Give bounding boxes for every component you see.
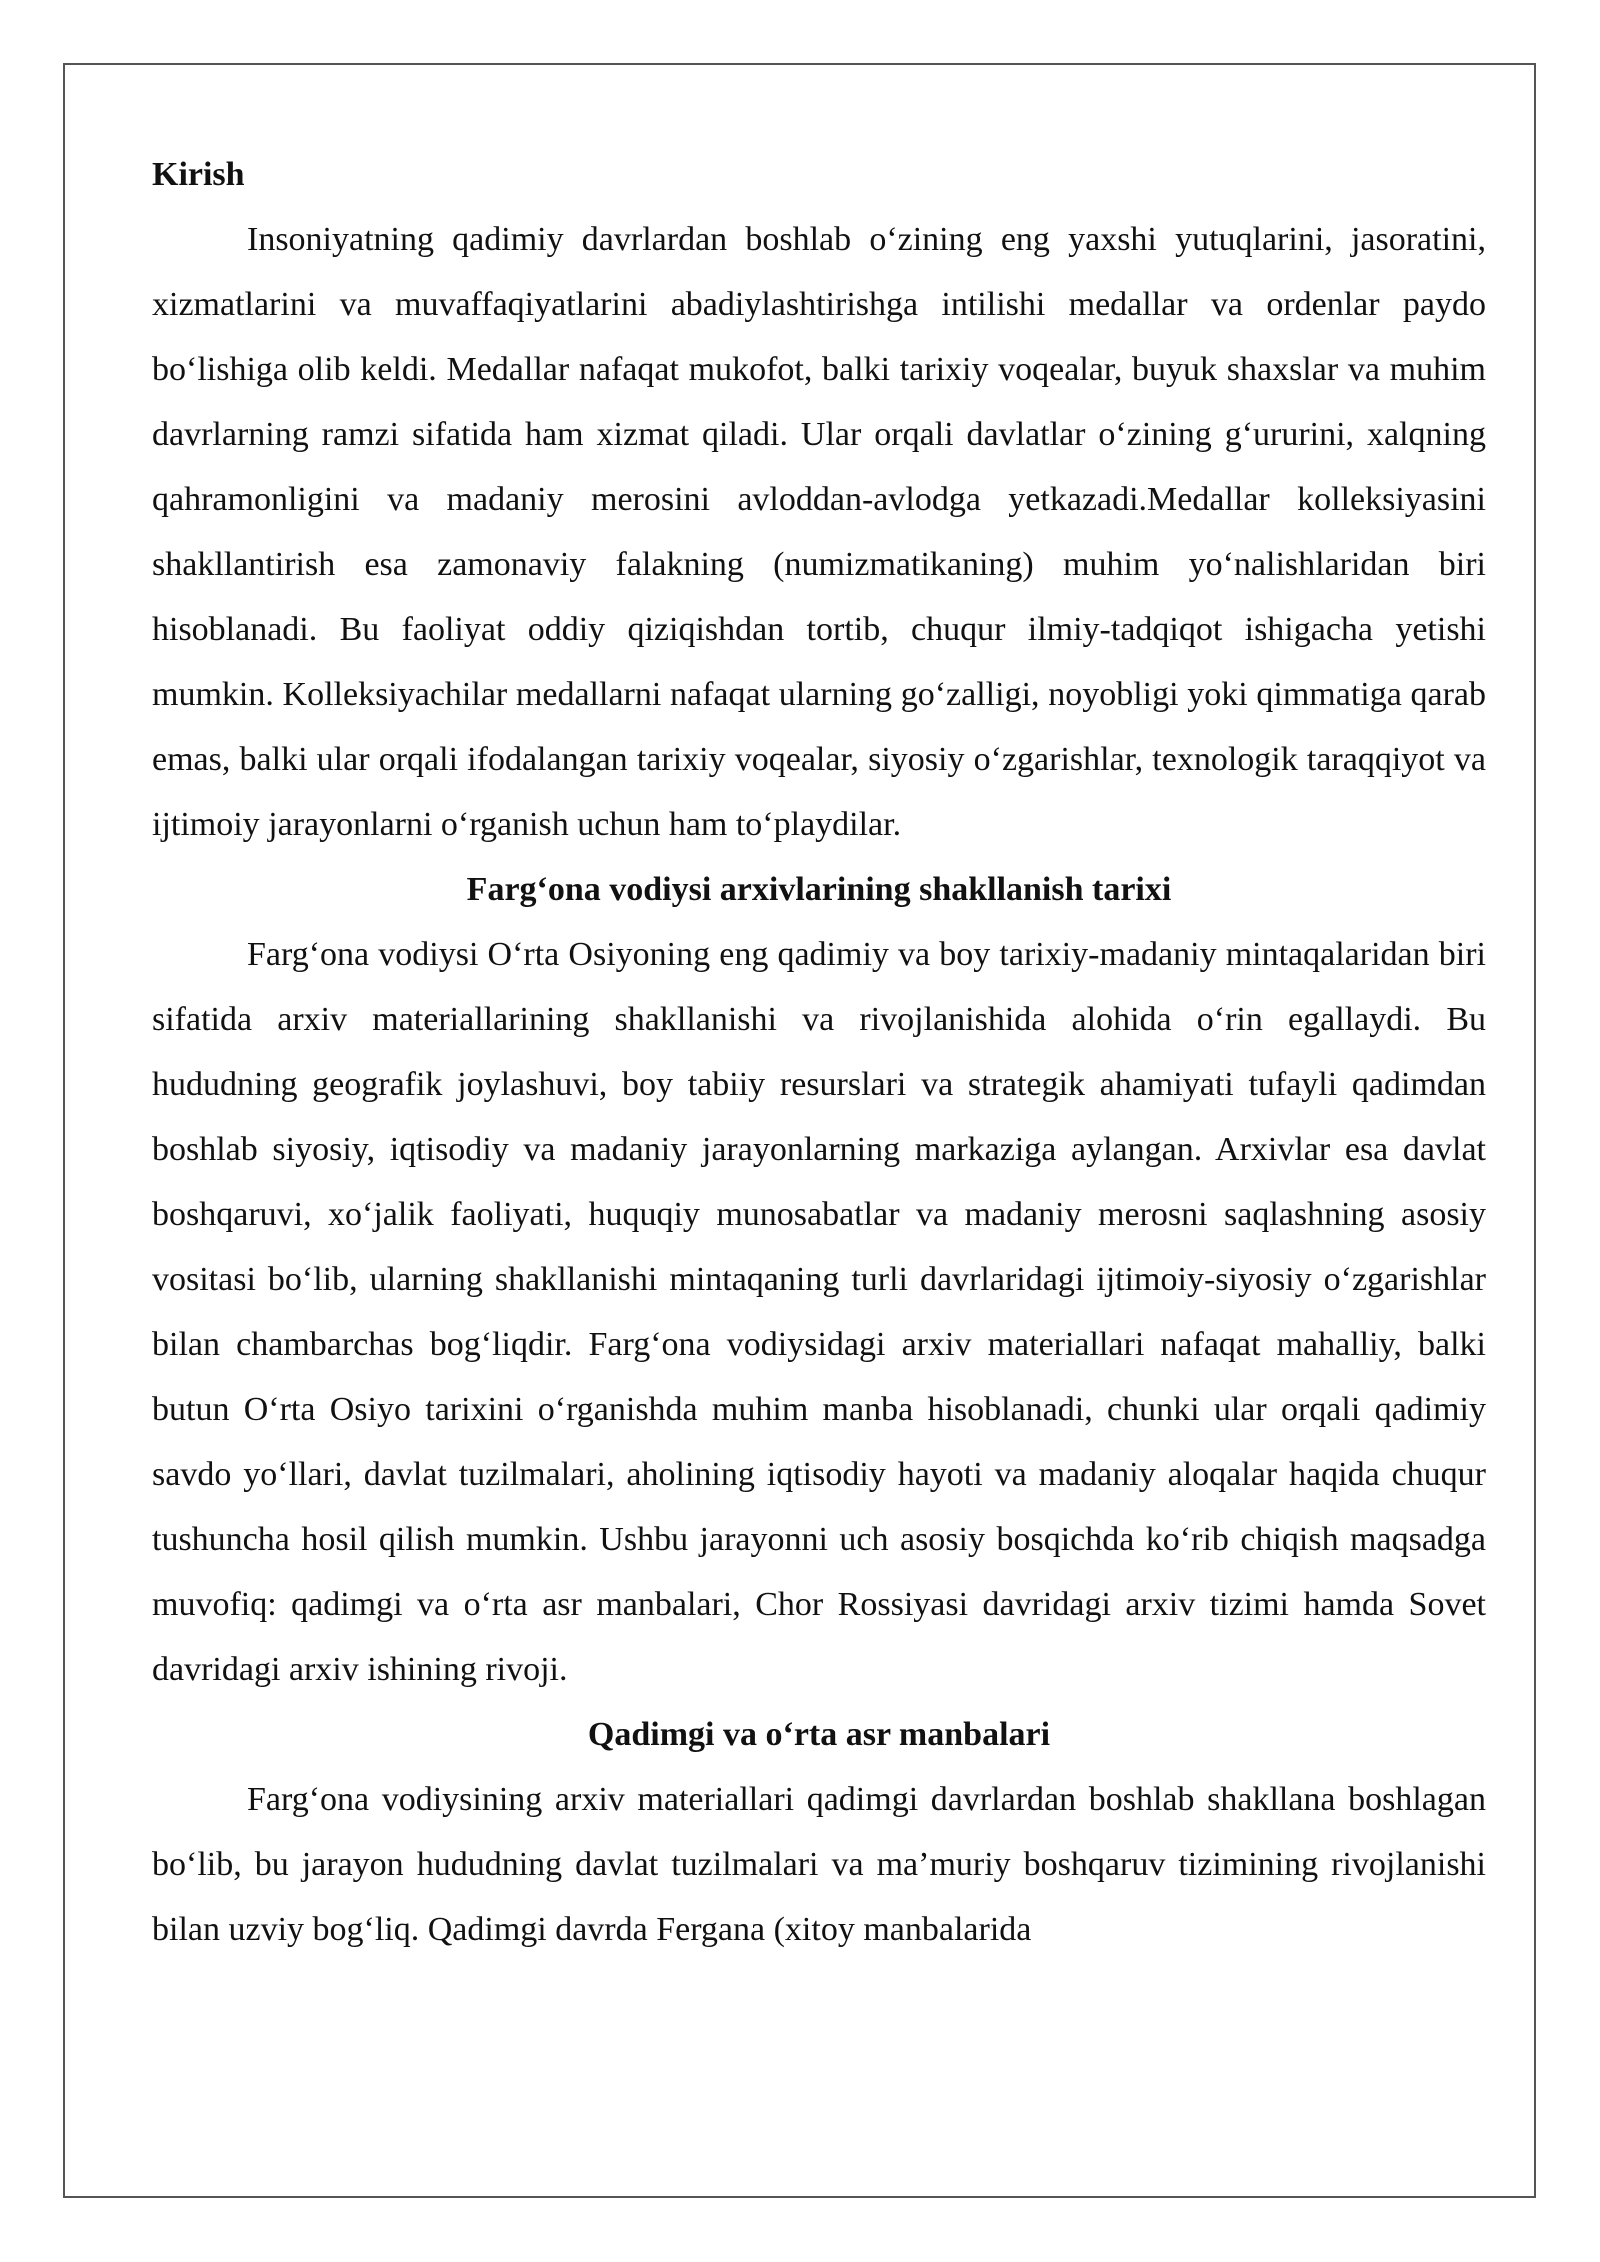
document-body [152,142,1486,1962]
paragraph-ancient-sources: Farg‘ona vodiysining arxiv materiallari qadimgi davrlardan boshlab shakllana boshlagan bo‘lib, bu jarayon hududning davlat tuzilmalari va ma’muriy boshqaruv tizimining rivojlanishi bilan uzviy bog‘liq. Qadimgi davrda Fergana (xitoy manbalarida [152,1781,1486,1948]
paragraph-archives-history: Farg‘ona vodiysi O‘rta Osiyoning eng qadimiy va boy tarixiy-madaniy mintaqalaridan biri sifatida arxiv materiallarining shakllanishi va rivojlanishida alohida o‘rin egallaydi. Bu hududning geografik joylashuvi, boy tabiiy resurslari va strategik ahamiyati tufayli qadimdan boshlab siyosiy, iqtisodiy va madaniy jarayonlarning markaziga aylangan. Arxivlar esa davlat boshqaruvi, xo‘jalik faoliyati, huquqiy munosabatlar va madaniy merosni saqlashning asosiy vositasi bo‘lib, ularning shakllanishi mintaqaning turli davrlaridagi ijtimoiy-siyosiy o‘zgarishlar bilan chambarchas bog‘liqdir. Farg‘ona vodiysidagi arxiv materiallari nafaqat mahalliy, balki butun O‘rta Osiyo tarixini o‘rganishda muhim manba hisoblanadi, chunki ular orqali qadimiy savdo yo‘llari, davlat tuzilmalari, aholining iqtisodiy hayoti va madaniy aloqalar haqida chuqur tushuncha hosil qilish mumkin. Ushbu jarayonni uch asosiy bosqichda ko‘rib chiqish maqsadga muvofiq: qadimgi va o‘rta asr manbalari, Chor Rossiyasi davridagi arxiv tizimi hamda Sovet davridagi arxiv ishining rivoji. [152,936,1486,1688]
section-heading-archives-history: Farg‘ona vodiysi arxivlarining shakllanish tarixi [466,871,1172,908]
section-heading-kirish: Kirish [152,156,245,193]
section-heading-ancient-sources: Qadimgi va o‘rta asr manbalari [587,1716,1051,1753]
paragraph-kirish: Insoniyatning qadimiy davrlardan boshlab o‘zining eng yaxshi yutuqlarini, jasoratini, xizmatlarini va muvaffaqiyatlarini abadiylashtirishga intilishi medallar va ordenlar paydo bo‘lishiga olib keldi. Medallar nafaqat mukofot, balki tarixiy voqealar, buyuk shaxslar va muhim davrlarning ramzi sifatida ham xizmat qiladi. Ular orqali davlatlar o‘zining g‘ururini, xalqning qahramonligini va madaniy merosini avloddan-avlodga yetkazadi.Medallar kolleksiyasini shakllantirish esa zamonaviy falakning (numizmatikaning) muhim yo‘nalishlaridan biri hisoblanadi. Bu faoliyat oddiy qiziqishdan tortib, chuqur ilmiy-tadqiqot ishigacha yetishi mumkin. Kolleksiyachilar medallarni nafaqat ularning go‘zalligi, noyobligi yoki qimmatiga qarab emas, balki ular orqali ifodalangan tarixiy voqealar, siyosiy o‘zgarishlar, texnologik taraqqiyot va ijtimoiy jarayonlarni o‘rganish uchun ham to‘playdilar. [152,221,1486,843]
